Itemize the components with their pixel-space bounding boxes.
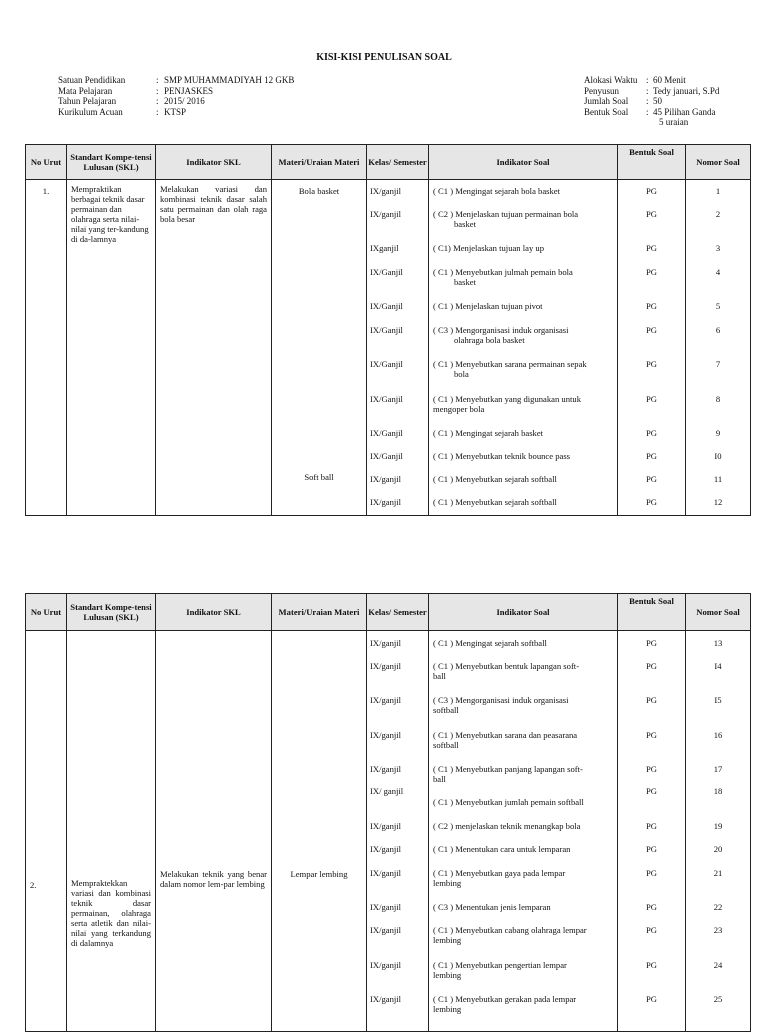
kelas-text: IX/ganjil [370,764,402,774]
nomor-soal: 9 [715,428,721,438]
meta-right [584,75,719,128]
bentuk-soal: PG [646,428,657,438]
indikator-soal: ( C1 ) Menyebutkan yang digunakan untuk mengoper bola [433,394,581,414]
header-indikator-soal: Indikator Soal [429,594,618,631]
indikator-soal: ( C1 ) Menentukan cara untuk lemparan [433,844,571,854]
indikator-soal: ( C3 ) Mengorganisasi induk organisasi softball [433,695,569,715]
kelas-text: IX/ganjil [370,730,402,740]
kelas-text: IX/ganjil [370,960,402,970]
kelas-text: IX/ganjil [370,902,402,912]
header-bentuk-soal: Bentuk Soal [618,145,686,180]
skl-text: Mempraktekkan variasi dan kombinasi teknik dasar permainan, olahraga serta atletik dan nilai-nilai yang terkandung di dalamnya [71,878,151,948]
bentuk-soal: PG [646,786,657,796]
kelas-text: IX/ganjil [370,186,402,196]
header-indikator-skl: Indikator SKL [156,145,272,180]
header-materi: Materi/Uraian Materi [272,594,367,631]
nomor-soal: 19 [713,821,723,831]
nomor-soal: 24 [713,960,723,970]
indikator-soal: ( C1 ) Mengingat sejarah softball [433,638,547,648]
bentuk-soal: PG [646,267,657,277]
indikator-soal: ( C3 ) Menentukan jenis lemparan [433,902,551,912]
header-no-urut: No Urut [26,145,67,180]
nomor-soal: 18 [713,786,723,796]
kelas-text: IX/ganjil [370,638,402,648]
nomor-soal: 17 [713,764,723,774]
kelas-text: IX/Ganjil [370,325,403,335]
kelas-text: IX/ganjil [370,868,402,878]
no-urut: 2. [30,880,37,890]
bentuk-soal: PG [646,301,657,311]
nomor-soal: 11 [713,474,723,484]
nomor-soal: I0 [714,451,722,461]
bentuk-soal: PG [646,925,657,935]
bentuk-soal: PG [646,960,657,970]
bentuk-soal: PG [646,451,657,461]
header-kelas: Kelas/ Semester [367,594,429,631]
nomor-soal: 20 [713,844,723,854]
indikator-soal: ( C1 ) Menyebutkan sejarah softball [433,497,557,507]
nomor-soal: I5 [714,695,722,705]
bentuk-soal: PG [646,638,657,648]
bentuk-soal: PG [646,497,657,507]
indikator-soal: ( C1 ) Menyebutkan sejarah softball [433,474,557,484]
kelas-text: IX/ganjil [370,994,402,1004]
meta-row: Satuan Pendidikan : SMP MUHAMMADIYAH 12 GKB [58,75,295,85]
bentuk-soal: PG [646,661,657,671]
nomor-soal: 12 [713,497,723,507]
meta-row: Mata Pelajaran : PENJASKES [58,85,214,96]
indikator-soal: ( C1 ) Menyebutkan teknik bounce pass [433,451,571,461]
bentuk-soal: PG [646,730,657,740]
bentuk-soal: PG [646,821,657,831]
meta-left [58,75,294,117]
bentuk-soal: PG [646,243,657,253]
nomor-soal: 23 [713,925,723,935]
nomor-soal: 25 [713,994,723,1004]
kelas-text: IX/ ganjil [370,786,404,796]
nomor-soal: 1 [715,186,721,196]
bentuk-soal: PG [646,844,657,854]
kelas-text: IX/Ganjil [370,428,403,438]
kelas-text: IX/Ganjil [370,301,403,311]
bentuk-soal: PG [646,325,657,335]
bentuk-soal: PG [646,764,657,774]
header-indikator-soal: Indikator Soal [429,145,618,180]
nomor-soal: 21 [713,868,723,878]
indikator-soal: ( C2 ) Menjelaskan tujuan permainan bola basket [433,209,579,229]
table-header-row [26,594,751,631]
materi-text: Soft ball [304,472,334,482]
bentuk-soal: PG [646,902,657,912]
meta-row: 5 uraian [659,117,689,127]
indikator-skl-text: Melakukan teknik yang benar dalam nomor lem-par lembing [160,869,267,889]
indikator-soal: ( C1 ) Menyebutkan panjang lapangan soft- ball [433,764,583,784]
indikator-soal: ( C1 ) Menyebutkan bentuk lapangan soft- ball [433,661,580,681]
indikator-soal: ( C1 ) Menyebutkan gerakan pada lempar lembing [433,994,577,1014]
indikator-soal: ( C1 ) Mengingat sejarah bola basket [433,186,560,196]
kisi-table-2 [25,593,751,1032]
no-urut: 1. [26,180,67,516]
header-skl: Standart Kompe-tensi Lulusan (SKL) [67,145,156,180]
nomor-soal: 7 [715,359,721,369]
nomor-soal: 16 [713,730,723,740]
materi-text: Bola basket [298,186,340,196]
kelas-text: IX/Ganjil [370,267,403,277]
nomor-soal: 13 [713,638,723,648]
kelas-text: IX/ganjil [370,821,402,831]
indikator-soal: ( C3 ) Mengorganisasi induk organisasi olahraga bola basket [433,325,569,345]
nomor-soal: 8 [715,394,721,404]
header-skl: Standart Kompe-tensi Lulusan (SKL) [67,594,156,631]
bentuk-soal: PG [646,186,657,196]
header-no-urut: No Urut [26,594,67,631]
indikator-soal: ( C1 ) Menjelaskan tujuan pivot [433,301,543,311]
table-body-row [26,180,751,516]
bentuk-soal: PG [646,209,657,219]
bentuk-soal: PG [646,394,657,404]
table-body-row [26,631,751,1032]
document-title: KISI-KISI PENULISAN SOAL [316,52,452,63]
meta-row: Kurikulum Acuan : KTSP [58,106,187,117]
header-nomor-soal: Nomor Soal [686,145,751,180]
kelas-text: IX/Ganjil [370,451,403,461]
indikator-soal: ( C1 ) Menyebutkan jumlah pemain softball [433,797,584,807]
bentuk-soal: PG [646,868,657,878]
materi-text: Lempar lembing [290,869,348,879]
meta-row: Alokasi Waktu : 60 Menit [584,75,686,85]
kelas-text: IX/ganjil [370,497,402,507]
kelas-text: IX/ganjil [370,661,402,671]
bentuk-soal: PG [646,474,657,484]
indikator-soal: ( C1 ) Menyebutkan gaya pada lempar lembing [433,868,566,888]
kelas-text: IX/ganjil [370,695,402,705]
bentuk-soal: PG [646,359,657,369]
bentuk-soal: PG [646,994,657,1004]
nomor-soal: 3 [715,243,721,253]
indikator-soal: ( C1 ) Menyebutkan pengertian lempar lembing [433,960,567,980]
meta-row: Bentuk Soal : 45 Pilihan Ganda [584,106,716,117]
kelas-text: IX/Ganjil [370,359,403,369]
nomor-soal: 6 [715,325,721,335]
indikator-soal: ( C2 ) menjelaskan teknik menangkap bola [433,821,581,831]
indikator-soal: ( C1 ) Mengingat sejarah basket [433,428,544,438]
meta-row: Penyusun : Tedy januari, S.Pd [584,85,720,96]
table-header-row [26,145,751,180]
nomor-soal: 4 [715,267,721,277]
nomor-soal: I4 [714,661,722,671]
indikator-soal: ( C1) Menjelaskan tujuan lay up [433,243,544,253]
kelas-text: IX/ganjil [370,474,402,484]
indikator-soal: ( C1 ) Menyebutkan julmah pemain bola basket [433,267,573,287]
header-bentuk-soal: Bentuk Soal [618,594,686,631]
kelas-text: IXganjil [370,243,399,253]
skl-text: Mempraktikan berbagai teknik dasar permainan dan olahraga serta nilai-nilai yang ter-kandung di da-lamnya [71,184,149,244]
kelas-text: IX/ganjil [370,925,402,935]
indikator-skl-text: Melakukan variasi dan kombinasi teknik dasar salah satu permainan dan olah raga bola besar [160,184,267,224]
indikator-soal: ( C1 ) Menyebutkan sarana dan peasarana softball [433,730,578,750]
nomor-soal: 5 [715,301,721,311]
kelas-text: IX/Ganjil [370,394,403,404]
indikator-soal: ( C1 ) Menyebutkan sarana permainan sepak bola [433,359,587,379]
nomor-soal: 22 [713,902,723,912]
indikator-soal: ( C1 ) Menyebutkan cabang olahraga lempar lembing [433,925,587,945]
meta-row: Jumlah Soal : 50 [584,96,662,106]
header-materi: Materi/Uraian Materi [272,145,367,180]
kelas-text: IX/ganjil [370,844,402,854]
kisi-table-1 [25,144,751,516]
header-kelas: Kelas/ Semester [367,145,429,180]
header-nomor-soal: Nomor Soal [686,594,751,631]
header-indikator-skl: Indikator SKL [156,594,272,631]
bentuk-soal: PG [646,695,657,705]
kelas-text: IX/ganjil [370,209,402,219]
meta-row: Tahun Pelajaran : 2015/ 2016 [58,96,205,106]
nomor-soal: 2 [715,209,721,219]
